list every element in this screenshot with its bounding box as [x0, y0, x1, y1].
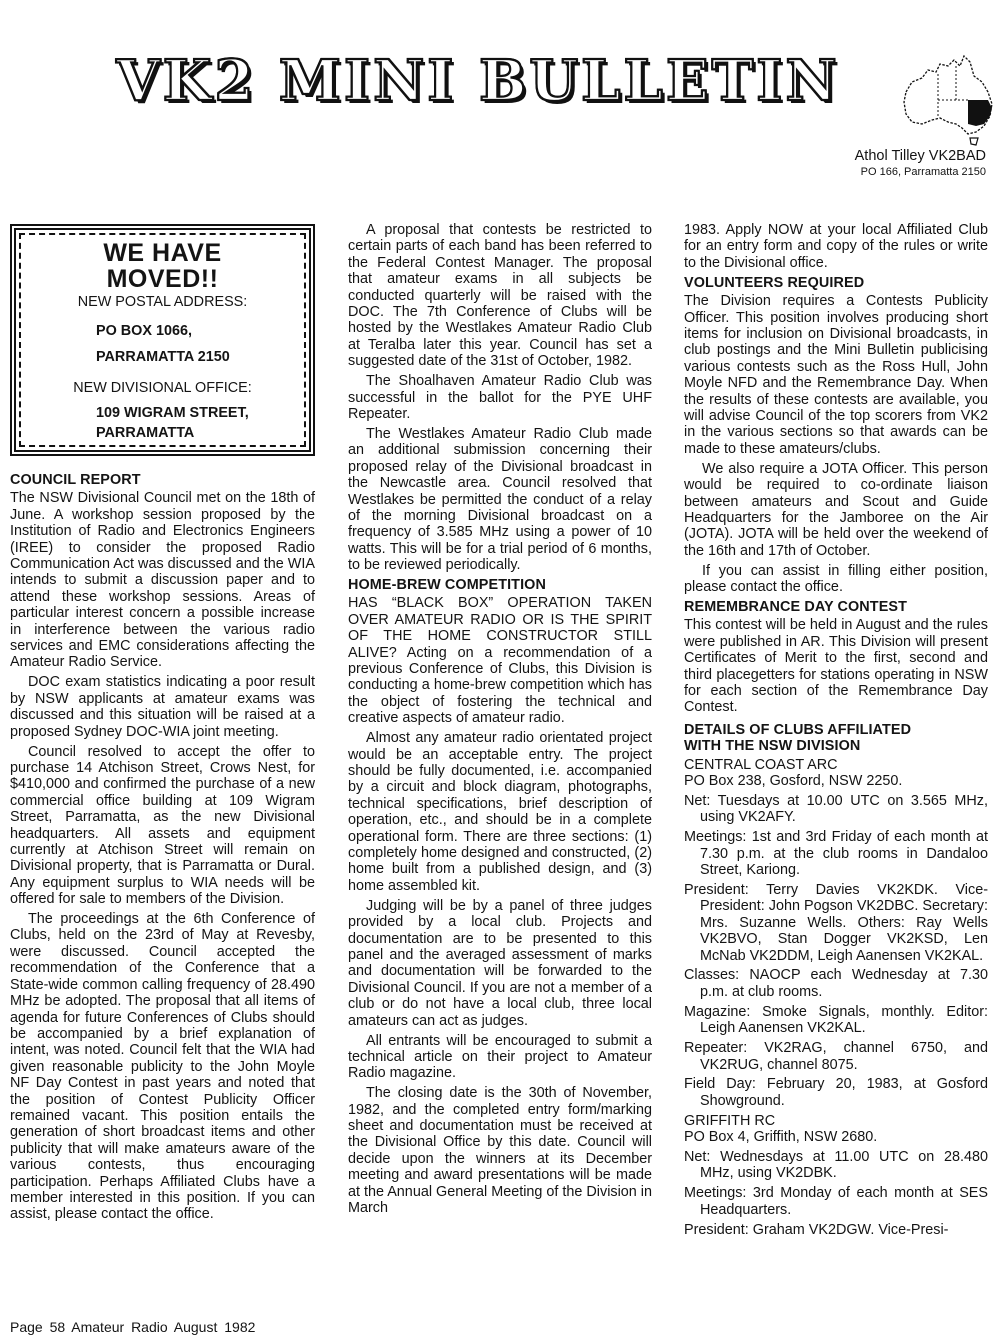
notice-postal-line-2: PARRAMATTA 2150: [96, 349, 230, 365]
masthead-title: VK2 MINI BULLETIN: [116, 48, 840, 114]
paragraph: We also require a JOTA Officer. This person would be required to co-ordinate liaison between amateurs and Scout and Guide Headquarters for the Jamboree on the Air (JOTA). JOTA will be held over the weekend of the 16th and 17th of October.: [684, 460, 988, 559]
paragraph: The closing date is the 30th of November, 1982, and the completed entry form/marking sheet and documentation must be received at the Divisional Office by this date. Council will decide upon the winners at its December meeting and award presentations will be made at the Annual General Meeting of the Division in March: [348, 1085, 652, 1217]
club-field-day: Field Day: February 20, 1983, at Gosford Showground.: [684, 1076, 988, 1109]
author-address: PO 166, Parramatta 2150: [860, 166, 986, 178]
moved-notice-box: [10, 224, 315, 456]
paragraph: DOC exam statistics indicating a poor result by NSW applicants at amateur exams was discussed and this situation will be raised at a proposed Sydney DOC-WIA joint meeting.: [10, 674, 315, 740]
club-officers: President: Terry Davies VK2KDK. Vice-President: John Pogson VK2DBC. Secretary: Mrs. Suzanne Wells. Others: Ray Wells VK2BVO, Stan Dogger VK2KSD, Len McNab VK2DDM, Leigh Aanensen VK2KAL.: [684, 881, 988, 964]
club-name: GRIFFITH RC: [684, 1112, 776, 1129]
paragraph: 1983. Apply NOW at your local Affiliated Club for an entry form and copy of the rules or write to the Divisional office.: [684, 222, 988, 271]
club-net: Net: Tuesdays at 10.00 UTC on 3.565 MHz, using VK2AFY.: [684, 792, 988, 826]
paragraph: Judging will be by a panel of three judges provided by a local club. Projects and documentation are to be presented to this panel and the averaged assessment of marks and documentation will be forwarded to the Divisional Council. If you are not a member of a club or do not have a local club, three local amateurs can act as judges.: [348, 897, 652, 1029]
column-2: [348, 222, 652, 1220]
paragraph: The NSW Divisional Council met on the 18th of June. A workshop session proposed by the Institution of Radio and Electronics Engineers (IREE) to consider the proposed Radio Communication Act was discussed and the WIA intends to submit a discussion paper and to attend these workshop sessions. Areas of particular interest concern a possible increase in interference between the various radio services and EMC considerations affecting the Amateur Radio Service.: [10, 490, 315, 671]
paragraph: A proposal that contests be restricted to certain parts of each band has been referred to the Federal Contest Manager. The proposal that amateur exams in all subjects be conducted quarterly will be raised with the DOC. The 7th Conference of Clubs will be hosted by the Westlakes Amateur Radio Club at Teralba later this year. Council has set a suggested date of the 31st of October, 1982.: [348, 222, 652, 370]
club-meetings: Meetings: 1st and 3rd Friday of each month at 7.30 p.m. at the club rooms in Dandaloo Street, Kariong.: [684, 829, 988, 879]
club-net: Net: Wednesdays at 11.00 UTC on 28.480 MHz, using VK2DBK.: [684, 1149, 988, 1182]
remembrance-heading: REMEMBRANCE DAY CONTEST: [684, 598, 907, 615]
author-byline: [855, 148, 986, 179]
column-3: [684, 222, 988, 1242]
notice-office-line-1: 109 WIGRAM STREET,: [96, 405, 249, 421]
notice-office-line-2: PARRAMATTA: [96, 425, 195, 441]
paragraph: HAS “BLACK BOX” OPERATION TAKEN OVER AMATEUR RADIO OR IS THE SPIRIT OF THE HOME CONSTRUCTOR STILL ALIVE? Acting on a recommendation of a previous Conference of Clubs, this Division is conducting a home-brew competition which has the object of fostering the technical and creative aspects of amateur radio.: [348, 595, 652, 727]
australia-map-icon: [898, 52, 998, 148]
club-president: President: Graham VK2DGW. Vice-Presi-: [684, 1221, 949, 1238]
club-meetings: Meetings: 3rd Monday of each month at SES Headquarters.: [684, 1185, 988, 1218]
paragraph: Council resolved to accept the offer to purchase 14 Atchison Street, Crows Nest, for $410,000 and confirmed the purchase of a new commercial office building at 109 Wigram Street, Parramatta, as the new Divisional headquarters. All assets and equipment currently at Atchison Street will remain on Divisional property, that is Parramatta or Dural. Any equipment surplus to WIA needs will be offered for sale to members of the Division.: [10, 743, 315, 908]
paragraph: The proceedings at the 6th Conference of Clubs, held on the 23rd of May at Revesby, were discussed. Council accepted the recommendation of the Conference that a State-wide common calling frequency of 28.490 MHz be adopted. The proposal that all items of agenda for future Conferences of Clubs should be accompanied by a brief explanation of intent, was noted. Council felt that the WIA had given reasonable publicity to the John Moyle NF Day Contest in past years and noted that the position of Contest Publicity Officer remained vacant. This position entails the generation of short broadcast items and other publicity that will make amateurs aware of the various contests, thus encouraging participation. Perhaps Affiliated Clubs have a member interested in this position. If you can assist, please contact the office.: [10, 911, 315, 1223]
notice-heading-2: MOVED!!: [106, 265, 219, 293]
clubs-heading-line-2: WITH THE NSW DIVISION: [684, 738, 861, 755]
club-address: PO Box 238, Gosford, NSW 2250.: [684, 773, 903, 789]
paragraph: This contest will be held in August and the rules were published in AR. This Division will present Certificates of Merit to the first, second and third placegetters for stations operating in NSW for each section of the Remembrance Day Contest.: [684, 617, 988, 716]
paragraph: Almost any amateur radio orientated project would be an acceptable entry. The project should be fully documented, i.e. accompanied by a circuit and block diagram, photographs, technical specifications, brief description of operation, etc., and should be in a complete operational form. There are three sections: (1) completely home designed and constructed, (2) home built from a published design, and (3) home assembled kit.: [348, 730, 652, 894]
paragraph: All entrants will be encouraged to submit a technical article on their project to Amateur Radio magazine.: [348, 1032, 652, 1082]
page-footer: Page 58 Amateur Radio August 1982: [10, 1319, 256, 1335]
paragraph: The Division requires a Contests Publicity Officer. This position involves producing short items for inclusion on Divisional broadcasts, in club postings and the Mini Bulletin publicising various contests such as the Ross Hull, John Moyle NFD and the Remembrance Day. When the results of these contests are available, you will advise Council of the top scorers from VK2 in the various sections so that awards can be made to these amateurs/clubs.: [684, 293, 988, 457]
paragraph: The Westlakes Amateur Radio Club made an additional submission concerning their proposed relay of the Divisional broadcast in the Newcastle area. Council resolved that Westlakes be permitted the conduct of a relay of the morning Divisional broadcast on a frequency of 3.585 MHz using a power of 10 watts. This will be for a trial period of 6 months, to be reviewed periodically.: [348, 425, 652, 574]
council-report-heading: COUNCIL REPORT: [10, 472, 141, 488]
home-brew-heading: HOME-BREW COMPETITION: [348, 577, 546, 594]
notice-postal-label: NEW POSTAL ADDRESS:: [77, 294, 248, 310]
paragraph: If you can assist in filling either position, please contact the office.: [684, 562, 988, 596]
clubs-heading-line-1: DETAILS OF CLUBS AFFILIATED: [684, 721, 912, 738]
club-repeater: Repeater: VK2RAG, channel 6750, and VK2RUG, channel 8075.: [684, 1040, 988, 1073]
author-name: Athol Tilley VK2BAD: [854, 148, 986, 164]
club-magazine: Magazine: Smoke Signals, monthly. Editor: Leigh Aanensen VK2KAL.: [684, 1003, 988, 1037]
notice-postal-line-1: PO BOX 1066,: [96, 323, 192, 339]
club-name: CENTRAL COAST ARC: [684, 756, 838, 773]
column-1: [10, 470, 315, 1226]
notice-office-label: NEW DIVISIONAL OFFICE:: [73, 380, 252, 396]
volunteers-heading: VOLUNTEERS REQUIRED: [684, 274, 865, 291]
club-classes: Classes: NAOCP each Wednesday at 7.30 p.m. at club rooms.: [684, 967, 988, 1000]
club-address: PO Box 4, Griffith, NSW 2680.: [684, 1129, 878, 1146]
paragraph: The Shoalhaven Amateur Radio Club was successful in the ballot for the PYE UHF Repeater.: [348, 373, 652, 422]
notice-heading-1: WE HAVE: [103, 239, 222, 267]
masthead: [116, 44, 840, 118]
